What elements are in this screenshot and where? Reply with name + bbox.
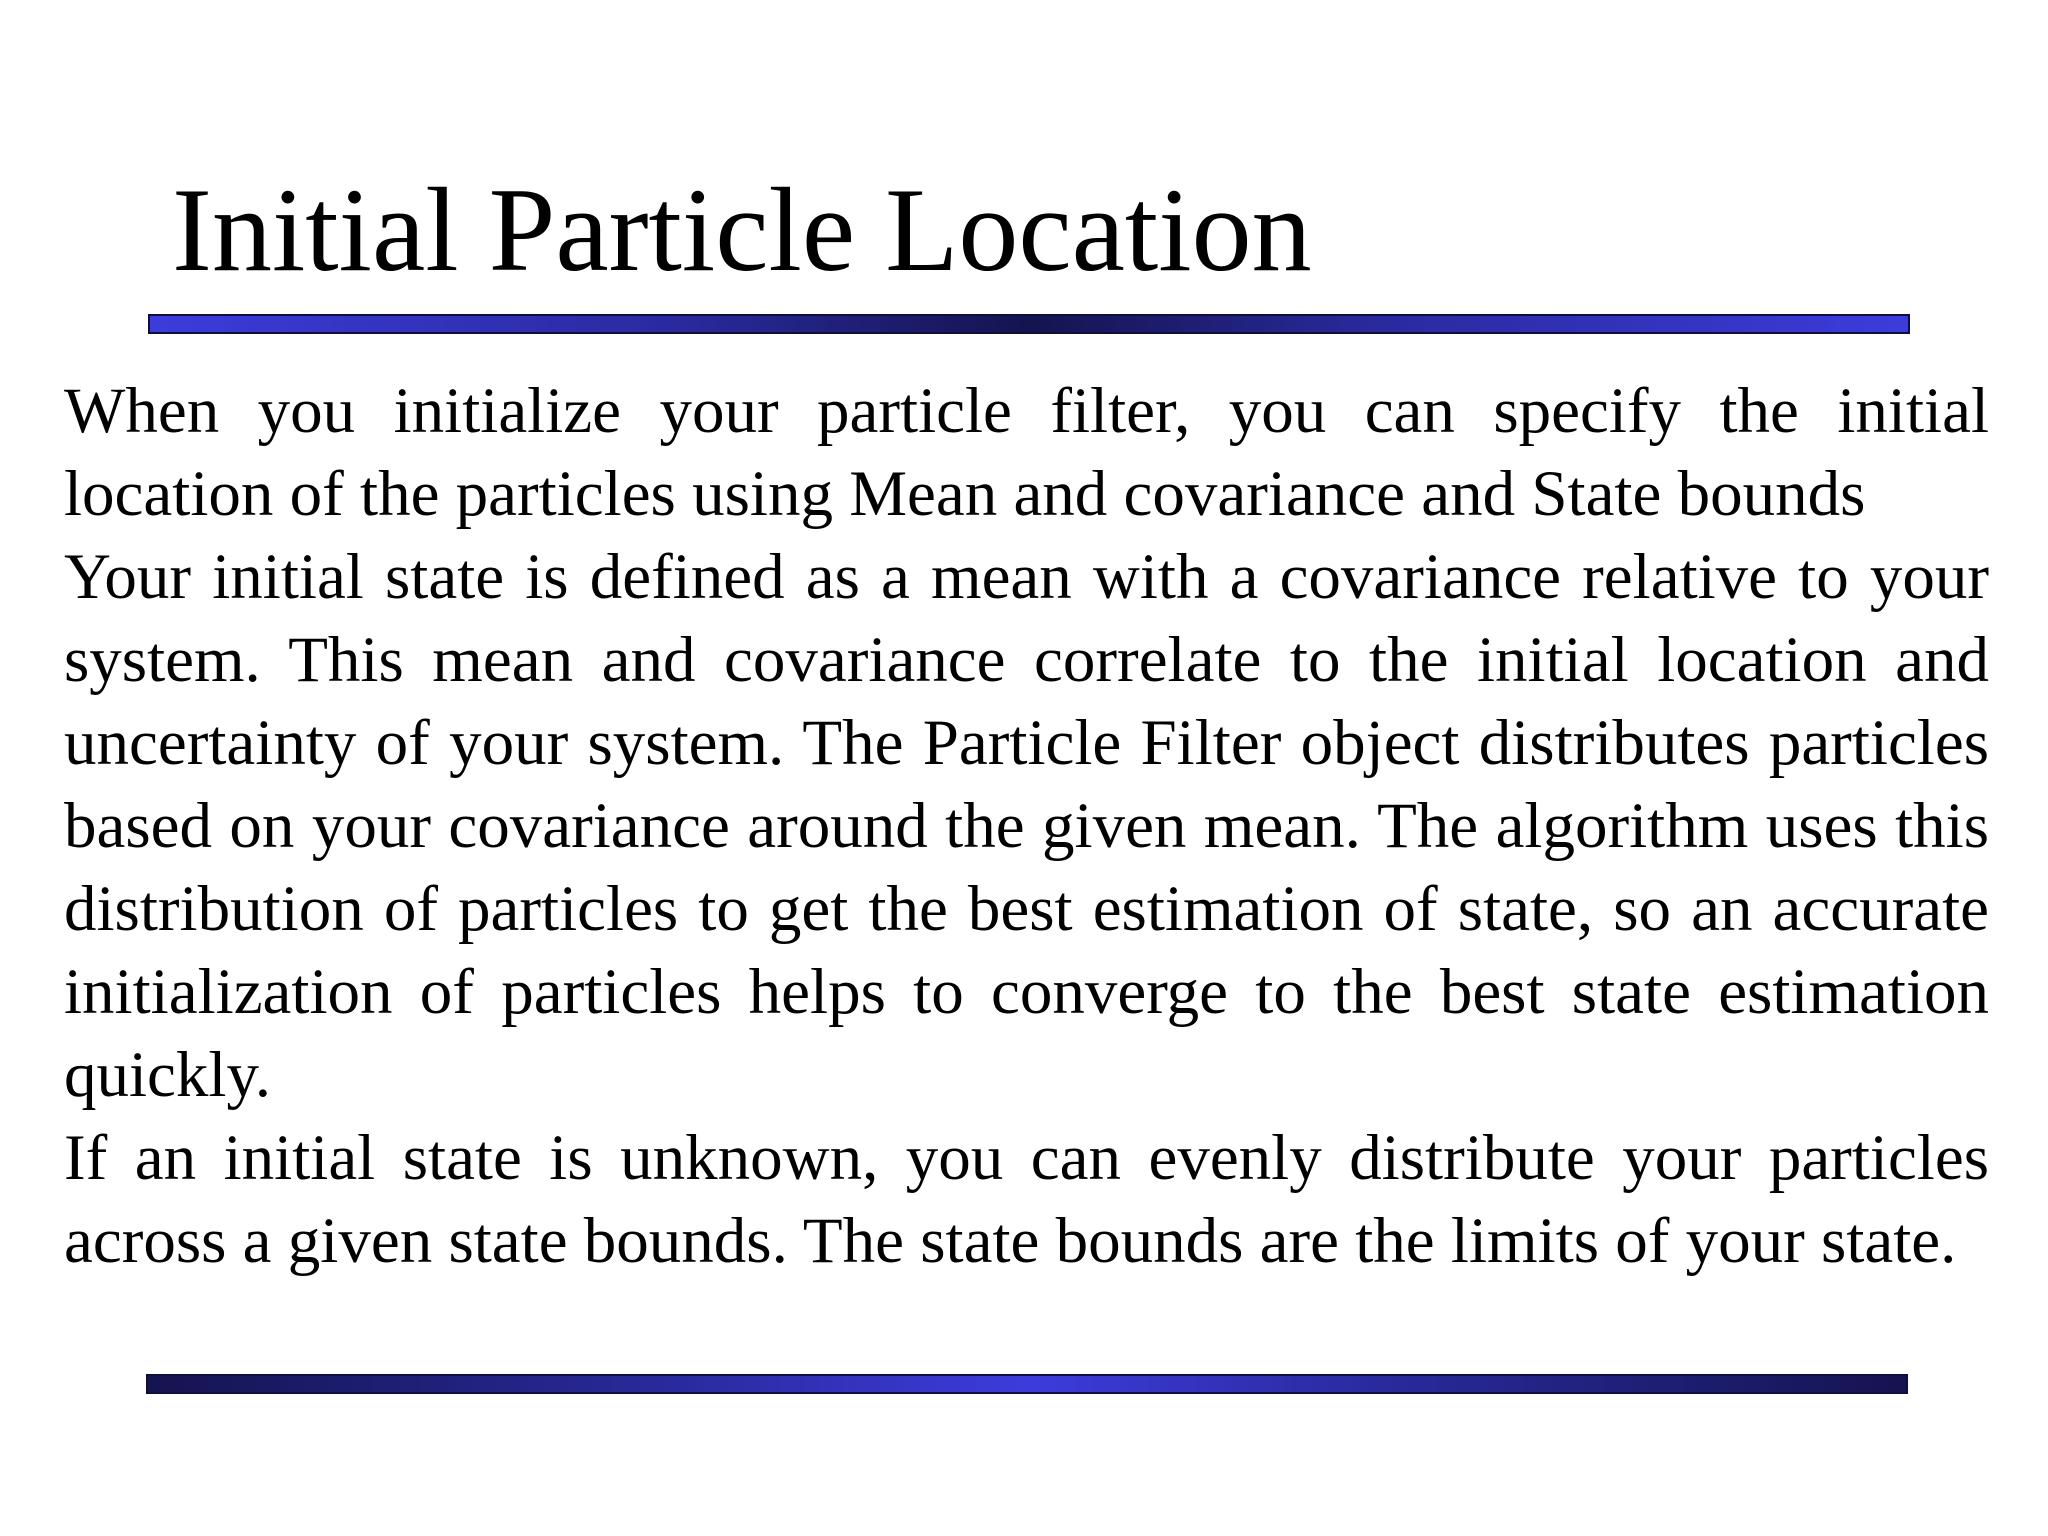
paragraph-state-bounds: If an initial state is unknown, you can evenly distribute your particles across a given state bounds. The state bounds are the limits of your state. (64, 1122, 1989, 1277)
footer-divider-bar (146, 1374, 1908, 1394)
title-divider-bar (148, 314, 1910, 334)
slide-body (64, 370, 1989, 1283)
paragraph-initialization: When you initialize your particle filter, you can specify the initial location of the particles using Mean and covariance and State bounds (64, 375, 1989, 530)
slide-title: Initial Particle Location (172, 163, 1312, 296)
paragraph-mean-covariance: Your initial state is defined as a mean with a covariance relative to your system. This mean and covariance correlate to the initial location and uncertainty of your system. The Particle Filter object distributes particles based on your covariance around the given mean. The algorithm uses this distribution of particles to get the best estimation of state, so an accurate initialization of particles helps to converge to the best state estimation quickly. (64, 541, 1989, 1111)
